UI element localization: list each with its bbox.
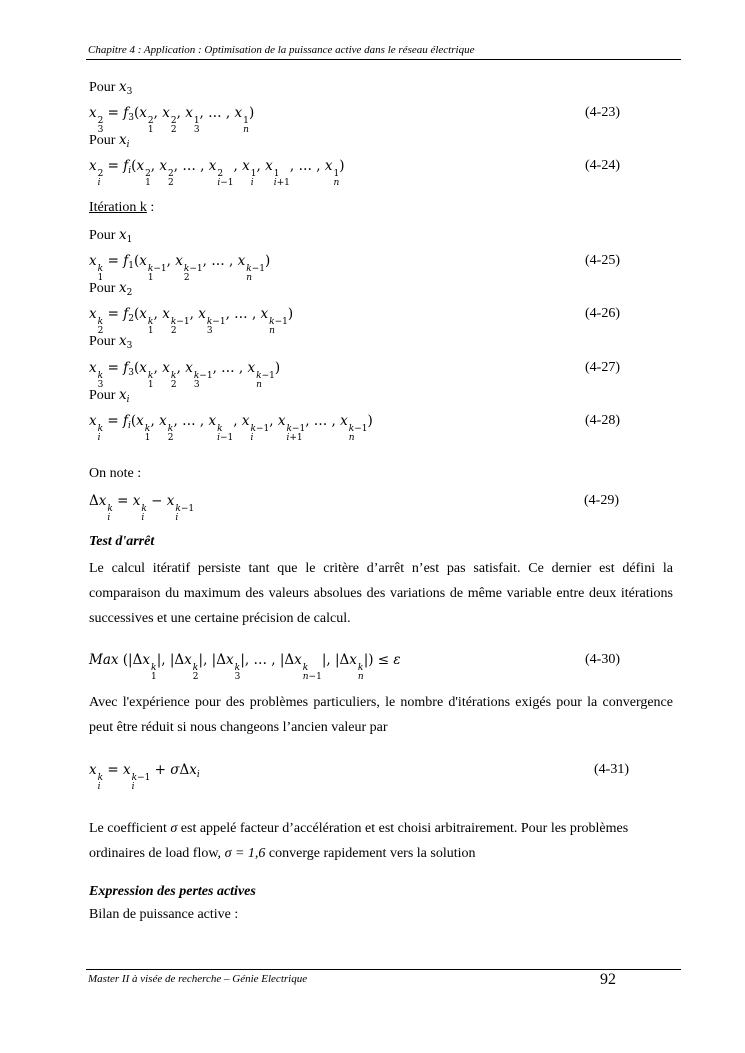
test-arret-paragraph: Le calcul itératif persiste tant que le critère d’arrêt n’est pas satisfait. Ce dernier est défini la comparaison du maximum des valeurs absolues des variations de même variable entre deux itérations successives et une certaine précision de calcul. (89, 561, 673, 626)
test-arret-heading: Test d'arrêt (89, 534, 155, 549)
equation-4-25: x k 1 = $f_1(x$ k−1 1 , x k−1 2 , … , x k−1 n ) (89, 253, 271, 283)
equation-number-4-25: (4-25) (585, 253, 620, 268)
running-header: Chapitre 4 : Application : Optimisation de la puissance active dans le réseau électrique (88, 44, 475, 56)
coefficient-paragraph: Le coefficient σ est appelé facteur d’accélération et est choisi arbitrairement. Pour les problèmes ordinaires de load flow, σ = 1,6 converge rapidement vers la solution (89, 821, 629, 861)
pour-x3-iter-label: Pour $x_3$ (89, 333, 133, 351)
on-note-label: On note : (89, 466, 142, 481)
equation-4-24: x 2 i = $f_i(x$ 2 1 , x 2 2 , … , x 2 i−1 , x 1 i , x 1 i+1 , … , x 1 n ) (89, 158, 345, 188)
bilan-label: Bilan de puissance active : (89, 907, 239, 922)
equation-4-31: x k i = x k−1 i + σΔx$_i$ (89, 762, 200, 792)
sigma-value: σ = 1,6 (224, 846, 266, 861)
equation-number-4-27: (4-27) (585, 360, 620, 375)
equation-number-4-28: (4-28) (585, 413, 620, 428)
equation-4-26: x k 2 = $f_2(x$ k 1 , x k−1 2 , x k−1 3 , … , x k−1 n ) (89, 306, 294, 336)
expression-pertes-heading: Expression des pertes actives (89, 884, 256, 899)
equation-4-30: Max (|Δx k 1 |, |Δx k 2 |, |Δx k 3 |, … , |Δx k n−1 |, |Δx k n |) ≤ ε (89, 652, 401, 682)
avec-paragraph: Avec l'expérience pour des problèmes particuliers, le nombre d'itérations exigés pour la convergence peut être réduit si nous changeons l’ancien valeur par (89, 695, 673, 735)
equation-4-23: x 2 3 = $f_3(x$ 2 1 , x 2 2 , x 1 3 , … , x 1 n ) (89, 105, 255, 135)
header-rule (86, 59, 681, 60)
pour-xi-iter-label: Pour $x_i$ (89, 387, 130, 405)
running-footer: Master II à visée de recherche – Génie Electrique (88, 973, 308, 985)
equation-number-4-30: (4-30) (585, 652, 620, 667)
iteration-k-heading: Itération k : (89, 200, 155, 215)
equation-4-29: Δx k i = x k i − x k−1 i (89, 493, 195, 523)
equation-number-4-26: (4-26) (585, 306, 620, 321)
pour-xi-label: Pour $x_i$ (89, 132, 130, 150)
equation-number-4-29: (4-29) (584, 493, 619, 508)
sigma-symbol: σ (170, 821, 178, 836)
pour-x3-label: Pour $x_3$ (89, 79, 133, 97)
equation-number-4-24: (4-24) (585, 158, 620, 173)
equation-number-4-31: (4-31) (594, 762, 629, 777)
equation-4-28: x k i = $f_i(x$ k 1 , x k 2 , … , x k i−1 , x k−1 i , x k−1 i+1 , … , x k−1 n ) (89, 413, 373, 443)
footer-rule (86, 969, 681, 970)
equation-number-4-23: (4-23) (585, 105, 620, 120)
pour-x2-label: Pour $x_2$ (89, 280, 133, 298)
page-number: 92 (600, 971, 616, 988)
equation-4-27: x k 3 = $f_3(x$ k 1 , x k 2 , x k−1 3 , … , x k−1 n ) (89, 360, 281, 390)
pour-x1-label: Pour $x_1$ (89, 227, 133, 245)
